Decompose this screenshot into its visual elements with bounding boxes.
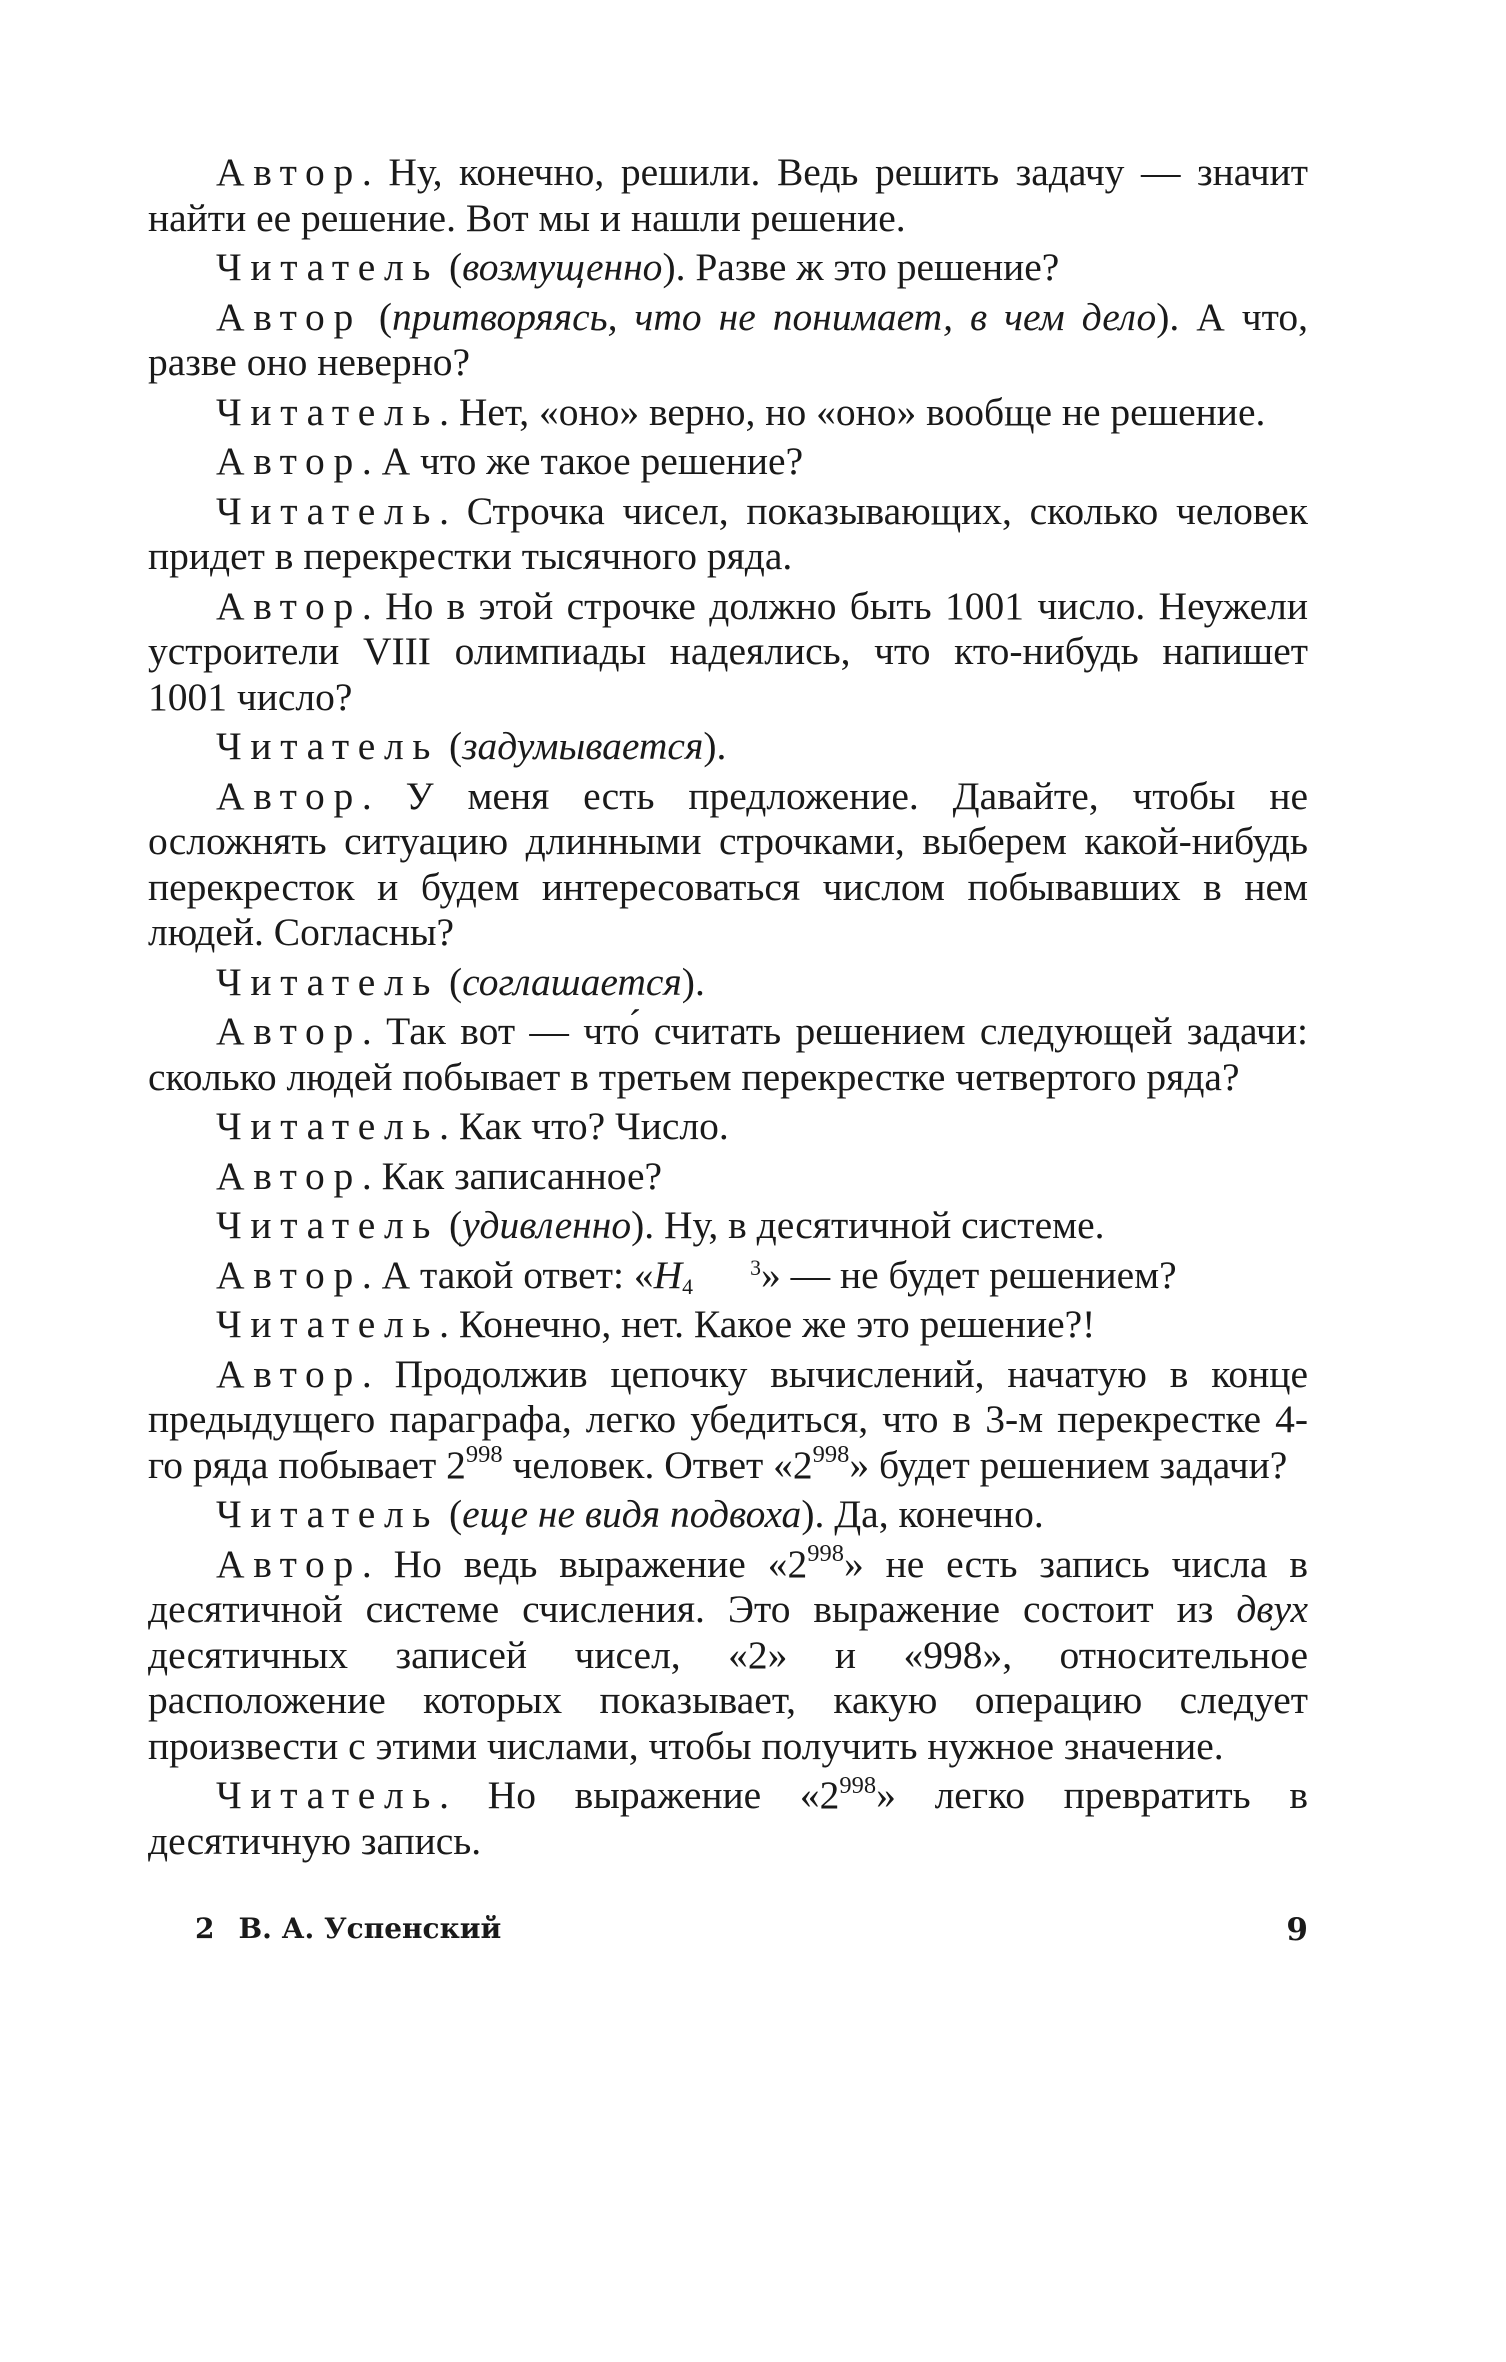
stage-direction: притворяясь, что не понимает, в чем дело	[392, 294, 1157, 339]
page-footer	[195, 1912, 1308, 1952]
paragraph	[148, 1773, 1308, 1864]
paren: (	[361, 294, 393, 339]
paragraph	[148, 1009, 1308, 1100]
paragraph	[148, 1542, 1308, 1770]
paragraph	[148, 1352, 1308, 1489]
stage-direction: еще не видя подвоха	[462, 1492, 802, 1536]
stage-direction: возмущенно	[462, 245, 663, 289]
speaker: Читатель	[216, 1492, 440, 1536]
speaker: Читатель	[216, 1203, 440, 1247]
paragraph-text: ).	[681, 959, 705, 1004]
paragraph	[148, 439, 1308, 485]
math-base: H	[653, 1252, 683, 1297]
paragraph	[148, 1253, 1308, 1299]
paragraph	[148, 245, 1308, 291]
paragraph	[148, 489, 1308, 580]
paragraph	[148, 150, 1308, 241]
paragraph-text: . У меня есть предложение. Давайте, чтобы не осложнять ситуацию длинными строчками, выберем какой-нибудь перекресток и будем интересоваться числом побывавших в нем людей. Согласны?	[148, 773, 1308, 954]
exponent: 998	[839, 1771, 877, 1799]
speaker: Автор	[216, 1351, 362, 1396]
speaker: Автор	[216, 150, 362, 194]
stage-direction: соглашается	[462, 959, 682, 1004]
paragraph	[148, 1104, 1308, 1150]
paragraph-text: » — не будет решением?	[760, 1252, 1177, 1297]
paragraph	[148, 1302, 1308, 1348]
speaker: Автор	[216, 439, 362, 483]
math-superscript: 3	[750, 1255, 761, 1280]
page-number: 9	[1286, 1912, 1308, 1948]
dialogue-text	[148, 150, 1308, 1864]
page-body	[148, 150, 1308, 1868]
paragraph-text: . Но ведь выражение «2	[361, 1541, 808, 1586]
paragraph	[148, 1203, 1308, 1249]
paragraph-text: . Так вот — что́ считать решением следующей задачи: сколько людей побывает в третьем перекрестке четвертого ряда?	[148, 1009, 1308, 1099]
paragraph-text: десятичных записей чисел, «2» и «998», относительное расположение которых показывает, какую операцию следует произвести с этими числами, чтобы получить нужное значение.	[148, 1632, 1308, 1768]
speaker: Автор	[216, 1252, 362, 1297]
paren: (	[439, 1203, 463, 1247]
paragraph-text: ). Да, конечно.	[801, 1492, 1044, 1536]
speaker: Автор	[216, 1541, 362, 1586]
paragraph-text: » не есть запись числа в десятичной системе счисления. Это выражение состоит из	[148, 1541, 1308, 1631]
math-h-symbol	[653, 1252, 761, 1300]
stage-direction: задумывается	[462, 724, 704, 768]
speaker: Читатель	[216, 389, 440, 434]
paragraph-text: . А такой ответ: «	[361, 1252, 654, 1297]
signature-author: В. А. Успенский	[238, 1912, 502, 1945]
emphasis: двух	[1236, 1587, 1308, 1631]
paragraph-text: ). Разве ж это решение?	[662, 245, 1060, 289]
speaker: Автор	[216, 583, 362, 628]
paragraph-text: . Ну, конечно, решили. Ведь решить задачу — значит найти ее решение. Вот мы и нашли решение.	[148, 150, 1308, 240]
signature-mark	[195, 1912, 501, 1945]
paragraph-text: » будет решением задачи?	[849, 1442, 1288, 1487]
signature-number: 2	[195, 1912, 215, 1945]
paragraph-text: . Но в этой строчке должно быть 1001 число. Неужели устроители VIII олимпиады надеялись, что кто-нибудь напишет 1001 число?	[148, 583, 1308, 719]
paragraph	[148, 960, 1308, 1006]
paragraph-text: человек. Ответ «2	[502, 1442, 813, 1487]
exponent: 998	[807, 1540, 844, 1568]
paragraph-text: . Продолжив цепочку вычислений, начатую в конце предыдущего параграфа, легко убедиться, что в 3-м перекрестке 4-го ряда побывает 2	[148, 1351, 1308, 1487]
paragraph-text: . Нет, «оно» верно, но «оно» вообще не решение.	[439, 389, 1266, 434]
paragraph	[148, 295, 1308, 386]
speaker: Автор	[216, 773, 362, 818]
paragraph-text: ). А что, разве оно неверно?	[148, 294, 1308, 384]
speaker: Автор	[216, 294, 362, 339]
paragraph-text: . Как записанное?	[361, 1153, 663, 1198]
paragraph-text: . Как что? Число.	[439, 1104, 729, 1148]
paren: (	[439, 245, 463, 289]
paragraph	[148, 724, 1308, 770]
paren: (	[439, 1492, 463, 1536]
paragraph	[148, 774, 1308, 956]
paragraph-text: . Но выражение «2	[439, 1773, 840, 1817]
paragraph-text: ). Ну, в десятичной системе.	[631, 1203, 1105, 1247]
exponent: 998	[812, 1441, 850, 1469]
paren: (	[439, 959, 463, 1004]
math-indices	[682, 1255, 761, 1300]
paren: (	[439, 724, 463, 768]
speaker: Автор	[216, 1153, 362, 1198]
paragraph-text: ).	[703, 724, 727, 768]
speaker: Читатель	[216, 245, 440, 289]
exponent: 998	[465, 1441, 503, 1469]
paragraph	[148, 1492, 1308, 1538]
math-subscript: 4	[682, 1275, 693, 1300]
paragraph	[148, 1154, 1308, 1200]
speaker: Читатель	[216, 959, 440, 1004]
speaker: Автор	[216, 1009, 362, 1053]
paragraph-text: . Конечно, нет. Какое же это решение?!	[439, 1302, 1096, 1346]
paragraph-text: . А что же такое решение?	[361, 439, 804, 483]
speaker: Читатель	[216, 1104, 440, 1148]
speaker: Читатель	[216, 488, 440, 533]
paragraph-text: . Строчка чисел, показывающих, сколько человек придет в перекрестки тысячного ряда.	[148, 488, 1308, 578]
paragraph	[148, 584, 1308, 721]
speaker: Читатель	[216, 1773, 440, 1817]
speaker: Читатель	[216, 1302, 440, 1346]
paragraph-text: » легко превратить в десятичную запись.	[148, 1773, 1308, 1863]
paragraph	[148, 390, 1308, 436]
stage-direction: удивленно	[462, 1203, 632, 1247]
speaker: Читатель	[216, 724, 440, 768]
